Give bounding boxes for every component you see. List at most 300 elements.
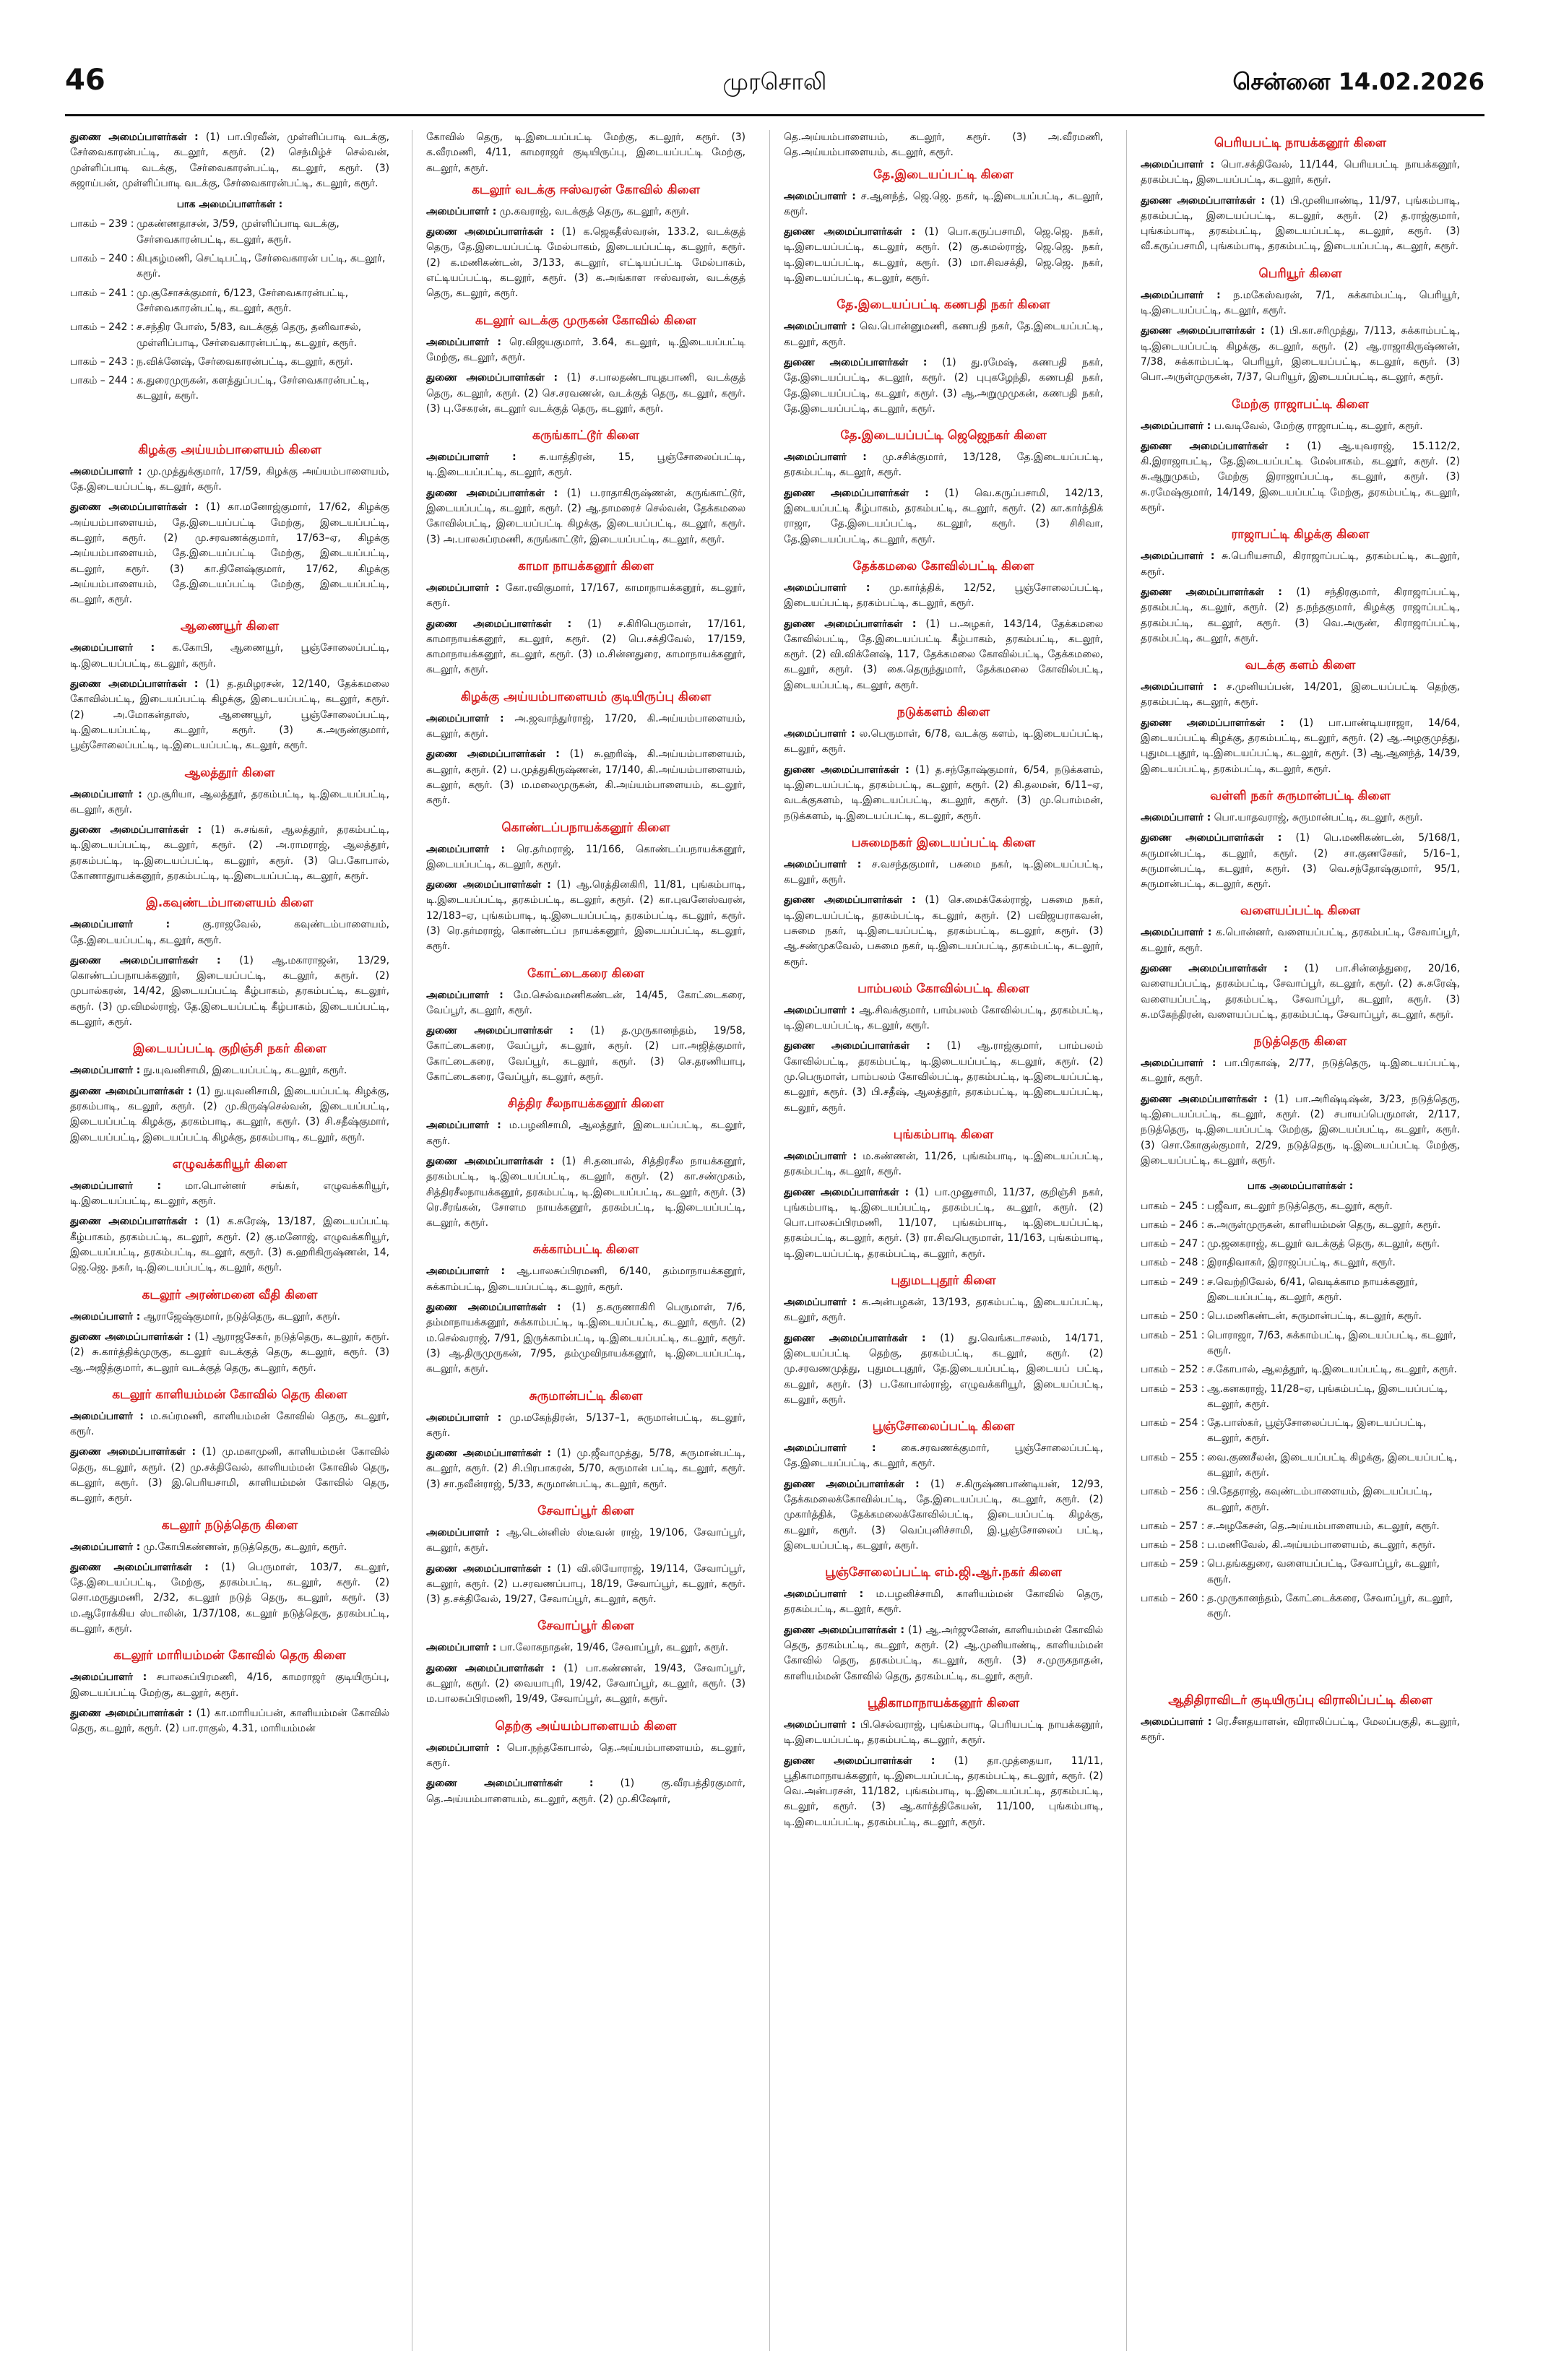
deputy-text: (1) பா.முனுசாமி, 11/37, குறிஞ்சி நகர், புங்கம்பாடி, டி.இடையப்பட்டி, தரகம்பட்டி, கடலூர், கரூர். (2) பொ.பாலசுப்பிரமணி, 11/107, புங்கம்பாடி, டி.இடையப்பட்டி, தரகம்பட்டி, கடலூர், கரூர். (3) ரா.சிவபெருமாள், 11/163, புங்கம்பாடி, டி.இடையப்பட்டி, தரகம்பட்டி, கடலூர், கரூர். <box>784 1186 1103 1260</box>
branch-section <box>784 980 1103 1116</box>
secretary-label: அமைப்பாளர் : <box>784 581 870 594</box>
secretary-line <box>426 1411 745 1442</box>
branch-section <box>70 1156 389 1276</box>
secretary-line <box>1141 157 1460 189</box>
masthead-rule <box>65 114 1484 116</box>
booth-text: ஆ.கனகராஜ், 11/28–ஏ, புங்கம்பட்டி, இடையப்பட்டி, கடலூர், கரூர். <box>1207 1382 1448 1410</box>
booth-text: பெ.மணிகண்டன், சுருமான்பட்டி, கடலூர், கரூர். <box>1207 1310 1422 1323</box>
secretary-line <box>426 335 745 366</box>
section-title: கடலூர் வடக்கு ஈஸ்வரன் கோவில் கிளை <box>472 182 700 197</box>
deputy-line <box>70 1445 389 1506</box>
secretary-label: அமைப்பாளர் : <box>426 1527 500 1539</box>
secretary-line <box>426 1640 745 1656</box>
secretary-label: அமைப்பாளர் : <box>426 451 517 464</box>
secretary-line <box>784 1149 1103 1180</box>
section-title: ஆணையூர் கிளை <box>180 619 280 634</box>
secretary-text: ரெ.விஜயகுமார், 3.64, கடலூர், டி.இடையப்பட்டி மேற்கு, கடலூர், கரூர். <box>426 336 745 363</box>
secretary-label: அமைப்பாளர் : <box>426 843 505 855</box>
booth-number: பாகம் – 245 : <box>1141 1200 1205 1212</box>
secretary-label: அமைப்பாளர் : <box>784 190 856 202</box>
secretary-line <box>70 787 389 818</box>
deputy-line <box>1141 1092 1460 1169</box>
secretary-line <box>1141 925 1460 956</box>
secretary-line <box>1141 1715 1460 1746</box>
secretary-label: அமைப்பாளர் : <box>70 1671 147 1684</box>
booth-row <box>1141 1255 1460 1271</box>
secretary-text: சபாலசுப்பிரமணி, 4/16, காமராஜர் குடியிருப்பு, இடையப்பட்டி மேற்கு, கடலூர், கரூர். <box>70 1671 389 1699</box>
deputy-line <box>784 1331 1103 1408</box>
deputy-text: (1) பெருமாள், 103/7, கடலூர், தே.இடையப்பட்டி, மேற்கு, தரகம்பட்டி, கடலூர், கரூர். (2) சொ.மருதுமணி, 2/32, கடலூர் நடுத் தெரு, கடலூர், கரூர். (3) ம.ஆரோக்கிய ஸ்டாலின், 1/37/108, கடலூர் நடுத்தெரு, தரகம்பட்டி, கடலூர், கரூர். <box>70 1561 389 1635</box>
deputy-line <box>1141 585 1460 646</box>
branch-section <box>426 427 745 548</box>
deputy-label: துணை அமைப்பாளர்கள் : <box>426 1778 594 1790</box>
secretary-text: ஆ.பாலசுப்பிரமணி, 6/140, தம்மாநாயக்கனூர், சுக்காம்பட்டி, இடையப்பட்டி, கடலூர், கரூர். <box>426 1265 745 1293</box>
booth-number: பாகம் – 247 : <box>1141 1238 1205 1250</box>
secretary-text: க.கோபி, ஆணையூர், பூஞ்சோலைப்பட்டி, டி.இடையப்பட்டி, கடலூர், கரூர். <box>70 642 389 670</box>
secretary-label: அமைப்பாளர் : <box>426 1741 501 1754</box>
branch-section <box>784 704 1103 824</box>
deputy-line <box>70 1084 389 1146</box>
branch-section <box>426 312 745 417</box>
deputy-line <box>426 486 745 548</box>
secretary-line <box>784 727 1103 758</box>
secretary-line <box>70 641 389 672</box>
deputy-text: (1) பா.சின்னத்துரை, 20/16, வளையப்பட்டி, தரகம்பட்டி, சேவாப்பூர், கடலூர், கரூர். (2) சு.சுரேஷ், வளையப்பட்டி, தரகம்பட்டி, சேவாப்பூர், கடலூர், கரூர். (3) சு.மகேந்திரன், வளையப்பட்டி, தரகம்பட்டி, சேவாப்பூர், கடலூர், கரூர். <box>1141 962 1460 1021</box>
deputy-line <box>784 355 1103 417</box>
branch-section <box>70 764 389 885</box>
booth-row <box>1141 1450 1460 1481</box>
deputy-text: (1) வி.லியோராஜ், 19/114, சேவாப்பூர், கடலூர், கரூர். (2) ப.சரவணப்பாபு, 18/19, சேவாப்பூர், கடலூர், கரூர். (3) த.சக்திவேல், 19/27, சேவாப்பூர், கடலூர், கரூர். <box>426 1562 745 1606</box>
deputy-label: துணை அமைப்பாளர்கள் : <box>1141 586 1282 598</box>
deputy-text: (1) து.வெங்கடாசலம், 14/171, இடையப்பட்டி தெற்கு, தரகம்பட்டி, கடலூர், கரூர். (2) மு.சரவணமுத்து, புதுமடபுதூர், தே.இடையப்பட்டி, இடையப் பட்டி, கடலூர், கரூர். (3) ப.கோபால்ராஜ், எழுவக்கரியூர், இடையப்பட்டி, கடலூர், கரூர். <box>784 1332 1103 1406</box>
branch-section <box>784 1564 1103 1684</box>
deputy-label: துணை அமைப்பாளர்கள் : <box>426 1562 552 1575</box>
section-list <box>426 181 745 1807</box>
secretary-line <box>784 581 1103 612</box>
deputy-line <box>70 823 389 884</box>
branch-section <box>1141 396 1460 516</box>
deputy-label: துணை அமைப்பாளர்கள் : <box>426 1025 574 1037</box>
branch-section <box>784 427 1103 548</box>
secretary-line <box>70 1409 389 1440</box>
section-title: கடலூர் அரண்மனை வீதி கிளை <box>142 1287 318 1302</box>
secretary-label: அமைப்பாளர் : <box>1141 811 1211 823</box>
secretary-text: ம.கண்ணன், 11/26, புங்கம்பாடி, டி.இடையப்பட்டி, தரகம்பட்டி, கடலூர், கரூர். <box>784 1150 1103 1178</box>
branch-section <box>426 1502 745 1607</box>
secretary-text: கு.ராஜவேல், கவுண்டம்பாளையம், தே.இடையப்பட்டி, கடலூர், கரூர். <box>70 919 389 946</box>
section-list <box>784 166 1103 1830</box>
deputy-text: (1) து.ரமேஷ், கணபதி நகர், தே.இடையப்பட்டி, கடலூர், கரூர். (2) புபுகழேந்தி, கணபதி நகர், தே.இடையப்பட்டி, கடலூர், கரூர். (3) ஆ.அறுமுமுகன், கணபதி நகர், தே.இடையப்பட்டி, கடலூர், கரூர். <box>784 356 1103 415</box>
section-title: எழுவக்கரியூர் கிளை <box>172 1156 288 1172</box>
booth-number: பாகம் – 239 : <box>70 218 134 230</box>
deputy-line <box>426 371 745 417</box>
booth-row <box>70 217 389 248</box>
section-title: தேக்கமலை கோவில்பட்டி கிளை <box>852 558 1034 574</box>
section-title: கிழக்கு அய்யம்பாளையம் குடியிருப்பு கிளை <box>460 689 712 704</box>
deputy-label: துணை அமைப்பாளர்கள் : <box>426 1302 561 1314</box>
branch-section <box>784 1695 1103 1830</box>
section-title: இடையப்பட்டி குறிஞ்சி நகர் கிளை <box>132 1042 327 1057</box>
section-title: மேற்கு ராஜாபட்டி கிளை <box>1232 397 1369 412</box>
deputy-label: துணை அமைப்பாளர்கள் : <box>70 1085 192 1097</box>
secretary-line <box>426 204 745 220</box>
booth-number: பாகம் – 249 : <box>1141 1276 1205 1288</box>
secretary-text: நு.யுவனிசாமி, இடையப்பட்டி, கடலூர், கரூர். <box>143 1065 347 1077</box>
deputy-label: துணை அமைப்பாளர்கள் : <box>1141 962 1288 974</box>
secretary-text: ம.சுப்ரமணி, காளியம்மன் கோவில் தெரு, கடலூர், கரூர். <box>70 1410 389 1438</box>
deputy-line <box>784 617 1103 693</box>
booth-text: கிபுகழ்மணி, செட்டிபட்டி, சேர்வைகாரன் பட்டி, கடலூர், கரூர். <box>137 253 386 280</box>
column-4 <box>1141 130 1460 2355</box>
column-3 <box>784 130 1103 2355</box>
booth-text: சு.அருள்முருகன், காளியம்மன் தெரு, கடலூர், கரூர். <box>1207 1219 1441 1231</box>
secretary-line <box>1141 680 1460 711</box>
section-title: பசுமைநகர் இடையப்பட்டி கிளை <box>851 835 1036 850</box>
deputy-line <box>1141 961 1460 1023</box>
branch-section <box>70 1286 389 1376</box>
deputy-text: (1) சி.தனபால், சித்திரசீல நாயக்கனூர், தரகம்பட்டி, டி.இடையப்பட்டி, கடலூர், கரூர். (2) கா.சண்முகம், சித்திரசீலநாயக்கனூர், தரகம்பட்டி, டி.இடையப்பட்டி, கடலூர், கரூர். (3) ரெ.சீரங்கன், சோளம நாயக்கனூர், தரகம்பட்டி, டி.இடையப்பட்டி, கடலூர், கரூர். <box>426 1155 745 1229</box>
deputy-label: துணை அமைப்பாளர்கள் : <box>784 487 929 499</box>
secretary-line <box>1141 549 1460 580</box>
secretary-text: மு.கவராஜ், வடக்குத் தெரு, கடலூர், கரூர். <box>499 205 689 217</box>
section-title: பூஞ்சோலைப்பட்டி எம்.ஜி.ஆர்.நகர் கிளை <box>825 1565 1062 1580</box>
booth-text: ந.விக்னேஷ், சேர்வைகாரன்பட்டி, கடலூர், கரூர். <box>137 355 353 368</box>
booth-text: மு.சூசோசக்குமார், 6/123, சேர்வைகாரன்பட்டி, சேர்வைகாரன்பட்டி, கடலூர், கரூர். <box>137 287 349 314</box>
secretary-line <box>70 1310 389 1325</box>
secretary-label: அமைப்பாளர் : <box>426 989 503 1001</box>
section-title: கிழக்கு அய்யம்பாளையம் கிளை <box>138 442 321 457</box>
deputy-line <box>784 1754 1103 1830</box>
section-title: தெற்கு அய்யம்பாளையம் கிளை <box>495 1718 677 1734</box>
deputy-label: துணை அமைப்பாளர்கள் : <box>784 1624 904 1636</box>
booth-number: பாகம் – 243 : <box>70 355 134 368</box>
secretary-line <box>70 1063 389 1078</box>
booth-number: பாகம் – 256 : <box>1141 1486 1205 1498</box>
secretary-line <box>70 1540 389 1555</box>
branch-section <box>426 1388 745 1492</box>
secretary-text: ல.பெருமாள், 6/78, வடக்கு களம், டி.இடையப்பட்டி, கடலூர், கரூர். <box>784 728 1103 756</box>
secretary-text: க.பொன்னர், வளையப்பட்டி, தரகம்பட்டி, சேவாப்பூர், கடலூர், கரூர். <box>1141 927 1460 954</box>
deputy-text: (1) மு.மகாமுனி, காளியம்மன் கோவில் தெரு, கடலூர், கரூர். (2) மு.சக்திவேல், காளியம்மன் கோவில் தெரு, கடலூர், கரூர். (3) இ.பெரியசாமி, காளியம்மன் கோவில் தெரு, கடலூர், கரூர். <box>70 1446 389 1505</box>
section-title: கடலூர் வடக்கு முருகன் கோவில் கிளை <box>475 313 697 328</box>
secretary-label: அமைப்பாளர் : <box>426 1411 502 1424</box>
secretary-line <box>1141 810 1460 826</box>
branch-section <box>70 1040 389 1145</box>
section-title: வள்ளி நகர் சுருமான்பட்டி கிளை <box>1210 788 1391 803</box>
secretary-line <box>784 450 1103 481</box>
continued-text: தெ.அய்யம்பாளையம், கடலூர், கரூர். (3) அ.வீரமணி, தெ.அய்யம்பாளையம், கடலூர், கரூர். <box>784 131 1103 159</box>
secretary-text: பா.பிரகாஷ், 2/77, நடுத்தெரு, டி.இடையப்பட்டி, கடலூர், கரூர். <box>1141 1057 1460 1085</box>
booth-row <box>70 286 389 317</box>
secretary-label: அமைப்பாளர் : <box>784 1588 864 1601</box>
branch-section <box>70 1647 389 1736</box>
deputy-label: துணை அமைப்பாளர்கள் : <box>784 356 928 368</box>
secretary-text: அ.ஜவாந்துர்ராஜ், 17/20, கி.அய்யம்பாளையம், கடலூர், கரூர். <box>426 712 745 740</box>
column-1 <box>70 130 389 2355</box>
secretary-text: வெ.பொன்னுமணி, கணபதி நகர், தே.இடையப்பட்டி, கடலூர், கரூர். <box>784 321 1103 348</box>
secretary-label: அமைப்பாளர் : <box>70 1180 161 1192</box>
section-title: கோட்டைகரை கிளை <box>527 966 644 981</box>
secretary-line <box>426 842 745 873</box>
deputy-text: (1) க.ஜெகதீஸ்வரன், 133.2, வடக்குத் தெரு, தே.இடையப்பட்டி மேல்பாகம், இடையப்பட்டி, கடலூர், கரூர். (2) க.மணிகண்டன், 3/133, கடலூர், எட்டியப்பட்டி மேல்பாகம், எட்டியப்பட்டி, கடலூர், கரூர். (3) க.அங்காள ஈஸ்வரன், வடக்குத் தெரு, கடலூர், கரூர். <box>426 226 745 300</box>
secretary-line <box>70 464 389 496</box>
deputy-text: (1) ச.பாலதண்டாயுதபாணி, வடக்குத் தெரு, கடலூர், கரூர். (2) செ.சரவணன், வடக்குத் தெரு, கடலூர், கரூர். (3) பு.சேகரன், கடலூர் வடக்குத் தெரு, கடலூர், கரூர். <box>426 372 745 415</box>
deputy-text: (1) கா.மாரியப்பன், காளியம்மன் கோவில் தெரு, கடலூர், கரூர். (2) பா.ராகுல், 4.31, மாரியம்மன் <box>70 1707 389 1735</box>
booth-row <box>1141 1199 1460 1214</box>
branch-section <box>1141 787 1460 892</box>
secretary-text: மு.சசிக்குமார், 13/128, தே.இடையப்பட்டி, தரகம்பட்டி, கடலூர், கரூர். <box>784 451 1103 479</box>
secretary-label: அமைப்பாளர் : <box>70 465 142 477</box>
deputy-text: (1) த.முருகானந்தம், 19/58, கோட்டைகரை, வேப்பூர், கடலூர், கரூர். (2) பா.அஜித்குமார், கோட்டைகரை, வேப்பூர், கடலூர், கரூர். (3) செ.தரணியாபு, கோட்டைகரை, வேப்பூர், கடலூர், கரூர். <box>426 1025 745 1083</box>
deputy-text: (1) பி.முனியாண்டி, 11/97, புங்கம்பாடி, தரகம்பட்டி, இடையப்பட்டி, கடலூர், கரூர். (2) த.ராஜ்குமார், புங்கம்பாடி, தரகம்பட்டி, இடையப்பட்டி, கடலூர், கரூர். (3) வீ.கருப்பசாமி, புங்கம்பாடி, தரகம்பட்டி, இடையப்பட்டி, கடலூர், கரூர். <box>1141 194 1460 253</box>
deputy-line <box>784 1477 1103 1554</box>
deputy-line <box>426 747 745 808</box>
deputy-label: துணை அமைப்பாளர்கள் : <box>70 824 202 836</box>
secretary-line <box>426 1264 745 1295</box>
deputy-label: துணை அமைப்பாளர்கள் : <box>70 1561 209 1573</box>
secretary-label: அமைப்பாளர் : <box>70 1410 144 1422</box>
section-list <box>1141 134 1460 1169</box>
secretary-label: அமைப்பாளர் : <box>426 581 500 594</box>
deputy-label: துணை அமைப்பாளர்கள் : <box>784 894 916 906</box>
deputy-label: துணை அமைப்பாளர்கள் : <box>784 763 909 776</box>
branch-section <box>426 1095 745 1231</box>
column-divider <box>769 130 770 2351</box>
deputy-text: (1) ஆ.ரெத்தினகிரி, 11/81, புங்கம்பாடி, டி.இடையப்பட்டி, தரகம்பட்டி, கடலூர், கரூர். (2) கா.புவனேஸ்வரன், 12/183–ஏ, புங்கம்பாடி, டி.இடையப்பட்டி, தரகம்பட்டி, கடலூர், கரூர். (3) ரெ.தர்மராஜ், கொண்டப்ப நாயக்கனூர், இடையப்பட்டி, கடலூர், கரூர். <box>426 879 745 953</box>
branch-section <box>1141 902 1460 1023</box>
branch-section <box>784 1126 1103 1262</box>
deputy-line <box>70 1214 389 1276</box>
deputy-label: துணை அமைப்பாளர்கள் : <box>1141 325 1265 337</box>
booth-row <box>1141 1519 1460 1534</box>
deputy-label: துணை அமைப்பாளர்கள் : <box>784 1332 926 1344</box>
booth-row <box>70 320 389 351</box>
deputy-line <box>784 763 1103 824</box>
booth-text: தே.பாஸ்கர், பூஞ்சோலைப்பட்டி, இடையப்பட்டி, கடலூர், கரூர். <box>1207 1417 1427 1445</box>
branch-section <box>426 1617 745 1707</box>
secretary-text: பொ.யாதவராஜ், சுருமான்பட்டி, கடலூர், கரூர். <box>1214 811 1423 823</box>
section-title: கடலூர் நடுத்தெரு கிளை <box>161 1518 298 1533</box>
secretary-label: அமைப்பாளர் : <box>1141 420 1211 432</box>
deputy-label: துணை அமைப்பாளர்கள் : <box>70 1330 191 1343</box>
deputy-text: (1) சு.சங்கர், ஆலத்தூர், தரகம்பட்டி, டி.இடையப்பட்டி, கடலூர், கரூர். (2) அ.ராமராஜ், ஆலத்தூர், தரகம்பட்டி, டி.இடையப்பட்டி, கடலூர், கரூர். (3) பெ.கோபால், கோணாதுாயக்கனூர், தரகம்பட்டி, டி.இடையப்பட்டி, கடலூர், கரூர். <box>70 824 389 882</box>
deputy-text: (1) சு.ஹரிஷ், கி.அய்யம்பாளையம், கடலூர், கரூர். (2) ப.முத்துகிருஷ்ணன், 17/140, கி.அய்யம்பாளையம், கடலூர், கரூர். (3) ம.மலைமுருகன், கி.அய்யம்பாளையம், கடலூர், கரூர். <box>426 748 745 807</box>
secretary-line <box>70 1179 389 1210</box>
booth-row <box>1141 1275 1460 1306</box>
secretary-text: மு.முத்துக்குமார், 17/59, கிழக்கு அய்யம்பாளையம், தே.இடையப்பட்டி, கடலூர், கரூர். <box>70 465 389 493</box>
section-title: சித்திர சீலநாயக்கனூர் கிளை <box>507 1096 665 1112</box>
secretary-label: அமைப்பாளர் : <box>1141 927 1212 939</box>
secretary-label: அமைப்பாளர் : <box>426 336 501 348</box>
column-divider <box>1126 130 1127 2351</box>
deputy-line <box>426 1776 745 1807</box>
booth-text: ச.சந்திர போஸ், 5/83, வடக்குத் தெரு, தனிவாசல், முள்ளிப்பாடி, சேர்வைகாரன்பட்டி, கடலூர், கரூர். <box>137 321 362 349</box>
deputy-line <box>784 1623 1103 1684</box>
booth-heading: பாக அமைப்பாளர்கள் : <box>176 199 283 211</box>
continued-text: கோவில் தெரு, டி.இடையப்பட்டி மேற்கு, கடலூர், கரூர். (3) க.வீரமணி, 4/11, காமராஜர் குடியிருப்பு, இடையப்பட்டி மேற்கு, கடலூர், கரூர். <box>426 131 745 174</box>
secretary-text: ச.ஆனந்த், ஜெ.ஜெ. நகர், டி.இடையப்பட்டி, கடலூர், கரூர். <box>784 190 1103 217</box>
secretary-label: அமைப்பாளர் : <box>784 1004 855 1016</box>
deputy-line <box>1141 194 1460 255</box>
booth-text: ச.கோபால், ஆலத்தூர், டி.இடையப்பட்டி, கடலூர், கரூர். <box>1207 1364 1457 1376</box>
secretary-line <box>784 857 1103 888</box>
booth-number: பாகம் – 253 : <box>1141 1382 1205 1395</box>
booth-list <box>1141 1199 1460 1622</box>
booth-heading: பாக அமைப்பாளர்கள் : <box>1247 1180 1354 1193</box>
branch-section <box>426 558 745 678</box>
deputy-label: துணை அமைப்பாளர்கள் : <box>426 1662 556 1674</box>
section-title: நடுக்களம் கிளை <box>896 705 990 720</box>
deputy-label: துணை அமைப்பாளர்கள் : <box>70 954 221 966</box>
deputy-line <box>784 1185 1103 1262</box>
branch-section <box>1141 657 1460 777</box>
secretary-text: ஆ.சிவக்குமார், பாம்பலம் கோவில்பட்டி, தரகம்பட்டி, டி.இடையப்பட்டி, கடலூர், கரூர். <box>784 1004 1103 1032</box>
deputy-text: (1) தா.முத்தையா, 11/11, பூதிகாமாநாயக்கனூர், டி.இடையப்பட்டி, தரகம்பட்டி, கடலூர், கரூர். (2) வெ.அன்பரசன், 11/182, புங்கம்பாடி, டி.இடையப்பட்டி, தரகம்பட்டி, கடலூர், கரூர். (3) ஆ.கார்த்திகேயன், 11/100, புங்கம்பாடி, டி.இடையப்பட்டி, தரகம்பட்டி, கடலூர், கரூர். <box>784 1754 1103 1828</box>
secretary-text: கோ.ரவிகுமார், 17/167, காமாநாயக்கனூர், கடலூர், கரூர். <box>426 581 745 610</box>
booth-row <box>1141 1591 1460 1622</box>
secretary-line <box>784 1718 1103 1749</box>
deputy-label: துணை அமைப்பாளர்கள் : <box>70 131 199 143</box>
deputy-label: துணை அமைப்பாளர்கள் : <box>426 879 551 891</box>
deputy-text: (1) பா.பாண்டியராஜா, 14/64, இடையப்பட்டி கிழக்கு, தரகம்பட்டி, கடலூர், கரூர். (2) ஆ.அழகுமுத்து, புதுமடபுதூர், டி.இடையப்பட்டி, கடலூர், கரூர். (3) ஆ.ஆனந்த், 14/39, இடையப்பட்டி, தரகம்பட்டி, கடலூர், கரூர். <box>1141 717 1460 775</box>
section-title: பூஞ்சோலைப்பட்டி கிளை <box>872 1419 1015 1435</box>
secretary-text: பா.லோகநாதன், 19/46, சேவாப்பூர், கடலூர், கரூர். <box>499 1642 729 1654</box>
branch-section <box>1141 1033 1460 1169</box>
section-title: கடலூர் காளியம்மன் கோவில் தெரு கிளை <box>112 1387 347 1402</box>
deputy-label: துணை அமைப்பாளர்கள் : <box>426 748 560 761</box>
deputy-text: (1) பெ.மணிகண்டன், 5/168/1, சுருமான்பட்டி, கடலூர், கரூர். (2) சா.குணசேகர், 5/16–1, சுருமான்பட்டி, கடலூர், கரூர். (3) வெ.சந்தோஷ்குமார், 95/1, சுருமான்பட்டி, கடலூர், கரூர். <box>1141 832 1460 891</box>
booth-number: பாகம் – 246 : <box>1141 1219 1205 1231</box>
intro-paragraph <box>70 130 389 191</box>
section-title: நடுத்தெரு கிளை <box>1253 1034 1347 1050</box>
section-title: சுருமான்பட்டி கிளை <box>529 1388 643 1403</box>
booth-row <box>1141 1362 1460 1377</box>
secretary-text: ரெ.தர்மராஜ், 11/166, கொண்டப்பநாயக்கனூர், இடையப்பட்டி, கடலூர், கரூர். <box>426 843 745 870</box>
booth-text: ச.வெற்றிவேல், 6/41, வெடிக்காம நாயக்கனூர், இடையப்பட்டி, கடலூர், கரூர். <box>1207 1276 1418 1304</box>
secretary-text: மு.கோபிகண்ணன், நடுத்தெரு, கடலூர், கரூர். <box>143 1541 347 1553</box>
deputy-label: துணை அமைப்பாளர்கள் : <box>784 226 916 238</box>
booth-number: பாகம் – 248 : <box>1141 1257 1205 1269</box>
deputy-label: துணை அமைப்பாளர்கள் : <box>1141 832 1282 844</box>
deputy-text: (1) கா.மனோஜ்குமார், 17/62, கிழக்கு அய்யம்பாளையம், தே.இடையப்பட்டி மேற்கு, இடையப்பட்டி, கடலூர், கரூர். (2) மு.சரவணக்குமார், 17/63–ஏ, கிழக்கு அய்யம்பாளையம், தே.இடையப்பட்டி மேற்கு, இடையப்பட்டி, கடலூர், கரூர். (3) கா.தினேஷ்குமார், 17/62, கிழக்கு அய்யம்பாளையம், தே.இடையப்பட்டி மேற்கு, இடையப்பட்டி, கடலூர், கரூர். <box>70 501 389 606</box>
secretary-line <box>1141 419 1460 434</box>
booth-text: மு.ஜனகராஜ், கடலூர் வடக்குத் தெரு, கடலூர், கரூர். <box>1207 1238 1440 1250</box>
booth-row <box>1141 1557 1460 1588</box>
booth-text: பெ.தங்கதுரை, வளையப்பட்டி, சேவாப்பூர், கடலூர், கரூர். <box>1207 1558 1440 1585</box>
deputy-text: (1) நு.யுவனிசாமி, இடையப்பட்டி கிழக்கு, தரகம்பாடி, கடலூர், கரூர். (2) மு.கிருஷ்செல்வன், இடையப்பட்டி, இடையப்பட்டி கிழக்கு, தரகம்பாடி, கடலூர், கரூர். (3) சி.சதீஷ்குமார், இடையப்பட்டி, இடையப்பட்டி கிழக்கு, தரகம்பாடி, கடலூர், கரூர். <box>70 1085 389 1143</box>
secretary-label: அமைப்பாளர் : <box>1141 1057 1216 1070</box>
deputy-line <box>1141 324 1460 385</box>
secretary-label: அமைப்பாளர் : <box>70 1065 141 1077</box>
section-title: புங்கம்பாடி கிளை <box>893 1127 994 1142</box>
section-title: கருங்காட்டூர் கிளை <box>532 428 639 443</box>
secretary-label: அமைப்பாளர் : <box>784 451 867 464</box>
booth-text: பஜீவா, கடலூர் நடுத்தெரு, கடலூர், கரூர். <box>1207 1200 1393 1212</box>
secretary-text: ந.மகேஸ்வரன், 7/1, சுக்காம்பட்டி, பெரியூர், டி.இடையப்பட்டி, கடலூர், கரூர். <box>1141 289 1460 317</box>
secretary-label: அமைப்பாளர் : <box>784 321 855 333</box>
section-title: புதுமடபுதூர் கிளை <box>891 1273 996 1289</box>
deputy-label: துணை அமைப்பாளர்கள் : <box>426 1155 555 1167</box>
section-title: தே.இடையப்பட்டி கணபதி நகர் கிளை <box>837 298 1050 313</box>
deputy-label: துணை அமைப்பாளர்கள் : <box>1141 194 1266 207</box>
branch-section <box>1141 134 1460 255</box>
booth-text: பி.தேதராஜ், கவுண்டம்பாளையம், இடையப்பட்டி, கடலூர், கரூர். <box>1207 1486 1432 1513</box>
branch-section <box>426 1718 745 1807</box>
secretary-text: பொ.சக்திவேல், 11/144, பெரியபட்டி நாயக்கனூர், தரகம்பட்டி, இடையப்பட்டி, கடலூர், கரூர். <box>1141 159 1460 186</box>
secretary-text: ரெ.சீனதயாளன், விராலிப்பட்டி, மேலப்பகுதி, கடலூர், கரூர். <box>1141 1715 1460 1743</box>
secretary-label: அமைப்பாளர் : <box>426 1120 501 1132</box>
secretary-text: சு.அன்பழகன், 13/193, தரகம்பட்டி, இடையப்பட்டி, கடலூர், கரூர். <box>784 1297 1103 1324</box>
deputy-label: துணை அமைப்பாளர்கள் : <box>1141 717 1284 729</box>
secretary-label: அமைப்பாளர் : <box>784 1718 856 1731</box>
deputy-text: (1) பா.அரிஷ்டிஷ்ன், 3/23, நடுத்தெரு, டி.இடையப்பட்டி, கடலூர், கரூர். (2) சபாயப்பெருமாள், 2/117, நடுத்தெரு, டி.இடையப்பட்டி மேற்கு, இடையப்பட்டி, கடலூர், கரூர். (3) சொ.கோகுல்குமார், 2/29, நடுத்தெரு, டி.இடையப்பட்டி மேற்கு, இடையப்பட்டி, கடலூர், கரூர். <box>1141 1093 1460 1167</box>
branch-section <box>426 181 745 302</box>
booth-row <box>1141 1382 1460 1413</box>
deputy-text: (1) பா.கண்ணன், 19/43, சேவாப்பூர், கடலூர், கரூர். (2) வையாபுரி, 19/42, சேவாப்பூர், கடலூர், கரூர். (3) ம.பாலசுப்பிரமணி, 19/49, சேவாப்பூர், கடலூர், கரூர். <box>426 1662 745 1705</box>
secretary-line <box>426 988 745 1019</box>
newspaper-name: முரசொலி <box>722 68 827 95</box>
deputy-label: துணை அமைப்பாளர்கள் : <box>70 678 199 691</box>
deputy-line <box>1141 831 1460 892</box>
section-title: பெரியூர் கிளை <box>1258 266 1342 281</box>
secretary-text: மா.பொன்னர் சங்கர், எழுவக்கரியூர், டி.இடையப்பட்டி, கடலூர், கரூர். <box>70 1180 389 1208</box>
secretary-text: மு.கார்த்திக், 12/52, பூஞ்சோலைப்பட்டி, இடையப்பட்டி, தரகம்பட்டி, கடலூர், கரூர். <box>784 581 1103 610</box>
booth-row <box>1141 1416 1460 1447</box>
secretary-text: ச.வசந்தகுமார், பசுமை நகர், டி.இடையப்பட்டி, கடலூர், கரூர். <box>784 858 1103 886</box>
deputy-line <box>70 1330 389 1376</box>
booth-text: முகண்ணதாசன், 3/59, முள்ளிப்பாடி வடக்கு, சேர்வைகாரன்பட்டி, கடலூர், கரூர். <box>137 218 340 246</box>
deputy-line <box>70 1560 389 1637</box>
booth-text: பொராஜா, 7/63, சுக்காம்பட்டி, இடையப்பட்டி, கடலூர், கரூர். <box>1207 1329 1456 1356</box>
secretary-text: பொ.நந்தகோபால், தெ.அய்யம்பாளையம், கடலூர், கரூர். <box>426 1741 745 1769</box>
deputy-label: துணை அமைப்பாளர்கள் : <box>426 372 558 384</box>
booth-number: பாகம் – 251 : <box>1141 1329 1205 1341</box>
secretary-label: அமைப்பாளர் : <box>70 1310 141 1323</box>
secretary-text: ச.முனியப்பன், 14/201, இடையப்பட்டி தெற்கு, தரகம்பட்டி, கடலூர், கரூர். <box>1141 681 1460 709</box>
booth-number: பாகம் – 255 : <box>1141 1451 1205 1463</box>
booth-row <box>1141 1328 1460 1359</box>
branch-section <box>426 819 745 955</box>
page-number: 46 <box>65 64 105 97</box>
secretary-line <box>426 1118 745 1149</box>
secretary-label: அமைப்பாளர் : <box>1141 289 1221 301</box>
section-title: வடக்கு களம் கிளை <box>1245 658 1356 673</box>
deputy-line <box>1141 716 1460 777</box>
booth-text: க.துரைமுருகன், களத்துப்பட்டி, சேர்வைகாரன்பட்டி, கடலூர், கரூர். <box>137 375 369 402</box>
section-title: தே.இடையப்பட்டி கிளை <box>873 167 1013 182</box>
deputy-label: துணை அமைப்பாளர்கள் : <box>1141 440 1289 452</box>
dateline: சென்னை 14.02.2026 <box>1232 68 1484 95</box>
deputy-text: (1) க.சுரேஷ், 13/187, இடையப்பட்டி கீழ்பாகம், தரகம்பட்டி, கடலூர், கரூர். (2) கு.மனோஜ், எழுவக்கரியூர், இடையப்பட்டி, தரகம்பட்டி, கடலூர், கரூர். (3) சு.ஹரிகிருஷ்ணன், 14, ஜெ.ஜெ. நகர், டி.இடையப்பட்டி, கடலூர், கரூர். <box>70 1216 389 1274</box>
deputy-label: துணை அமைப்பாளர்கள் : <box>784 1040 930 1052</box>
secretary-label: அமைப்பாளர் : <box>784 858 862 870</box>
secretary-text: மு.சூரியா, ஆலத்தூர், தரகம்பட்டி, டி.இடையப்பட்டி, கடலூர், கரூர். <box>70 788 389 815</box>
branch-section <box>426 1241 745 1377</box>
secretary-line <box>784 1441 1103 1472</box>
deputy-text: (1) மு.ஜீவாமுத்து, 5/78, சுருமான்பட்டி, கடலூர், கரூர். (2) சி.பிரபாகரன், 5/70, சுருமான் பட்டி, கடலூர், கரூர். (3) சா.நவீன்ராஜ், 5/33, சுருமான்பட்டி, கடலூர், கரூர். <box>426 1448 745 1490</box>
deputy-line <box>70 677 389 753</box>
deputy-text: (1) வெ.கருப்பசாமி, 142/13, இடையப்பட்டி கீழ்பாகம், தரகம்பட்டி, கடலூர், கரூர். (2) கா.கார்த்திக் ராஜா, தே.இடையப்பட்டி, கடலூர், கரூர். (3) சிசிவா, தே.இடையப்பட்டி, கடலூர், கரூர். <box>784 487 1103 545</box>
secretary-label: அமைப்பாளர் : <box>1141 159 1215 170</box>
branch-section <box>70 1386 389 1507</box>
secretary-label: அமைப்பாளர் : <box>1141 1715 1212 1728</box>
branch-section <box>784 166 1103 287</box>
secretary-line <box>1141 1056 1460 1087</box>
deputy-text: (1) த.சந்தோஷ்குமார், 6/54, நடுக்களம், டி.இடையப்பட்டி, தரகம்பட்டி, கடலூர், கரூர். (2) கி.தலமன், 6/11–ஏ, வடக்குகளம், டி.இடையப்பட்டி, கடலூர், கரூர். (3) மு.பொம்மன், நடுக்களம், டி.இடையப்பட்டி, கடலூர், கரூர். <box>784 763 1103 822</box>
deputy-text: (1) ஆ.மகாராஜன், 13/29, கொண்டப்பநாயக்கனூர், இடையப்பட்டி, கடலூர், கரூர். (2) முபால்கரன், 14/42, இடையப்பட்டி கீழ்பாகம், தரகம்பட்டி, கடலூர், கரூர். (3) மு.விமல்ராஜ், தே.இடையப்பட்டி கீழ்பாகம், இடையப்பட்டி, கடலூர், கரூர். <box>70 954 389 1029</box>
secretary-line <box>426 1741 745 1772</box>
booth-row <box>1141 1218 1460 1233</box>
